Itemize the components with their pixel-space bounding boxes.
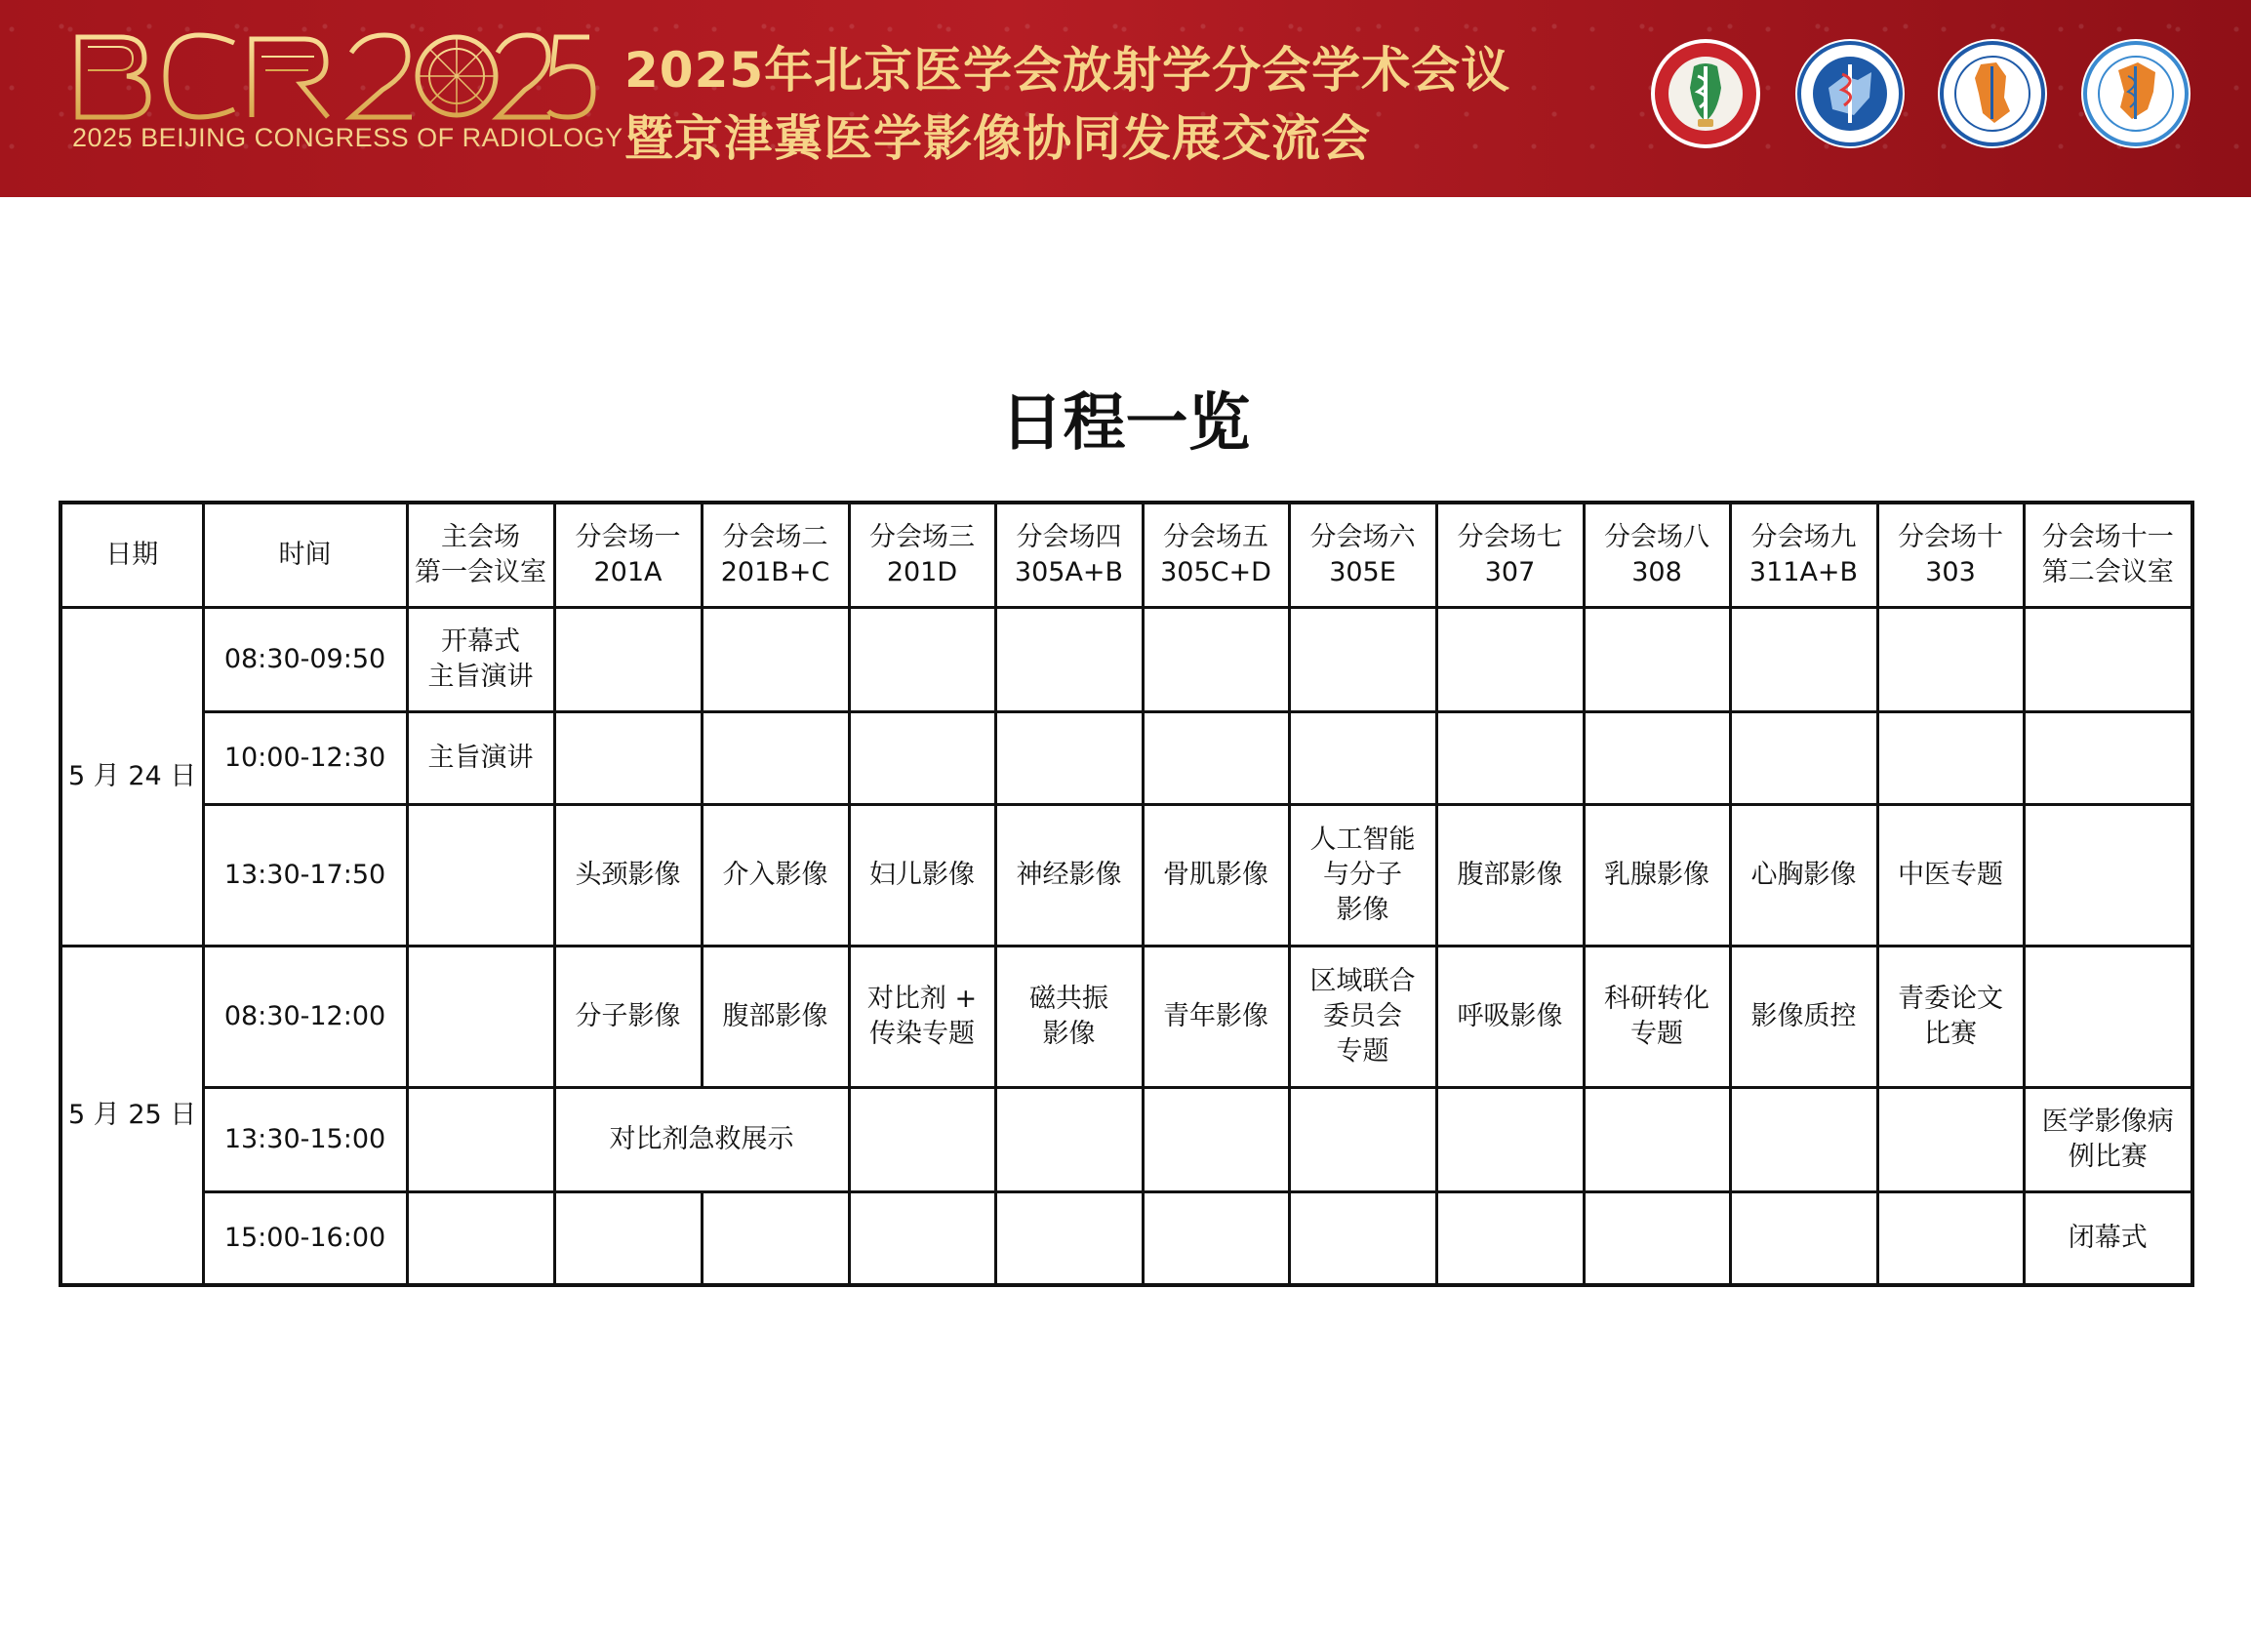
date-cell — [60, 608, 203, 947]
table-row — [60, 712, 2192, 805]
session-text: 比赛 — [1924, 1019, 1977, 1049]
empty-cell — [2024, 608, 2192, 712]
session-text: 对比剂急救展示 — [609, 1124, 794, 1154]
session-text: 传染专题 — [869, 1019, 975, 1049]
session-text: 专题 — [1630, 1019, 1683, 1049]
empty-cell — [1143, 1192, 1289, 1286]
header-venue-line: 201B+C — [720, 557, 830, 587]
empty-cell — [554, 608, 702, 712]
table-row — [60, 805, 2192, 947]
empty-cell — [1877, 1192, 2024, 1286]
header-venue — [849, 503, 995, 608]
empty-cell — [1436, 608, 1584, 712]
session-cell — [995, 805, 1143, 947]
header-venue-line: 305C+D — [1160, 557, 1271, 587]
session-cell — [1877, 805, 2024, 947]
time-cell: 13:30-17:50 — [203, 805, 407, 947]
session-text: 例比赛 — [2068, 1142, 2148, 1172]
session-cell — [1730, 947, 1877, 1088]
header-venue — [1289, 503, 1436, 608]
header-venue-line: 311A+B — [1749, 557, 1859, 587]
session-text: 头颈影像 — [575, 860, 681, 890]
time-cell: 08:30-12:00 — [203, 947, 407, 1088]
session-cell — [702, 947, 849, 1088]
session-text: 影像 — [1336, 895, 1389, 925]
session-text: 委员会 — [1323, 1001, 1402, 1031]
session-cell — [1877, 947, 2024, 1088]
empty-cell — [849, 712, 995, 805]
session-text: 呼吸影像 — [1457, 1001, 1563, 1031]
header-venue-line: 第一会议室 — [415, 557, 546, 587]
header-venue-line: 分会场六 — [1309, 522, 1416, 552]
empty-cell — [995, 712, 1143, 805]
brand-subtitle: 2025 BEIJING CONGRESS OF RADIOLOGY — [72, 123, 623, 152]
empty-cell — [995, 1192, 1143, 1286]
date-text: 5 月 25 日 — [68, 1100, 197, 1130]
empty-cell — [849, 1088, 995, 1192]
header-venue — [1143, 503, 1289, 608]
empty-cell — [702, 608, 849, 712]
header-venue-line: 分会场五 — [1163, 522, 1268, 552]
empty-cell — [995, 1088, 1143, 1192]
session-text: 开幕式 — [441, 626, 520, 657]
header-venue-line: 分会场九 — [1750, 522, 1857, 552]
header-venue — [1877, 503, 2024, 608]
empty-cell — [407, 947, 554, 1088]
session-cell — [1436, 805, 1584, 947]
empty-cell — [849, 1192, 995, 1286]
empty-cell — [702, 1192, 849, 1286]
time-cell: 15:00-16:00 — [203, 1192, 407, 1286]
session-text: 乳腺影像 — [1604, 860, 1709, 890]
session-text: 区域联合 — [1309, 966, 1416, 996]
beijing-society-of-radiology-logo — [1793, 37, 1907, 150]
empty-cell — [1436, 1192, 1584, 1286]
header-venue-line: 305E — [1329, 557, 1396, 587]
table-row — [60, 1088, 2192, 1192]
header-venue — [702, 503, 849, 608]
header-venue-line: 分会场七 — [1457, 522, 1563, 552]
time-cell: 08:30-09:50 — [203, 608, 407, 712]
banner-title-line-1: 2025年北京医学会放射学分会学术会议 — [624, 42, 1511, 99]
schedule-table — [59, 501, 2194, 1287]
header-venue-line: 第二会议室 — [2041, 557, 2174, 587]
session-text: 神经影像 — [1016, 860, 1122, 890]
session-text: 影像质控 — [1750, 1001, 1857, 1031]
header-venue-line: 305A+B — [1014, 557, 1124, 587]
header-venue-line: 201A — [593, 557, 663, 587]
session-cell — [1584, 947, 1730, 1088]
header-time: 时间 — [203, 503, 407, 608]
empty-cell — [1584, 1192, 1730, 1286]
empty-cell — [1584, 712, 1730, 805]
header-venue-line: 分会场二 — [722, 522, 828, 552]
header-venue — [1730, 503, 1877, 608]
session-cell — [407, 712, 554, 805]
empty-cell — [1877, 1088, 2024, 1192]
session-text: 妇儿影像 — [869, 860, 975, 890]
session-cell — [1436, 947, 1584, 1088]
session-cell — [849, 947, 995, 1088]
empty-cell — [1730, 1088, 1877, 1192]
session-cell — [1289, 805, 1436, 947]
bcr2025-wordmark-logo — [70, 27, 597, 123]
header-venue-line: 307 — [1484, 557, 1536, 587]
session-text: 专题 — [1336, 1036, 1389, 1067]
tianjin-medical-association-logo — [1936, 37, 2049, 150]
page-title: 日程一览 — [1000, 387, 1251, 460]
date-cell — [60, 947, 203, 1286]
session-cell — [995, 947, 1143, 1088]
session-cell — [554, 805, 702, 947]
session-text: 心胸影像 — [1750, 860, 1857, 890]
empty-cell — [1143, 712, 1289, 805]
empty-cell — [554, 712, 702, 805]
empty-cell — [849, 608, 995, 712]
empty-cell — [554, 1192, 702, 1286]
header-venue-line: 分会场十一 — [2041, 522, 2174, 552]
session-text: 主旨演讲 — [427, 662, 534, 692]
header-date: 日期 — [60, 503, 203, 608]
beijing-medical-association-logo — [1649, 37, 1762, 150]
header-venue — [1584, 503, 1730, 608]
header-venue-line: 主会场 — [441, 522, 520, 552]
session-cell — [554, 947, 702, 1088]
session-cell — [849, 805, 995, 947]
empty-cell — [995, 608, 1143, 712]
empty-cell — [702, 712, 849, 805]
session-cell — [1584, 805, 1730, 947]
empty-cell — [1584, 608, 1730, 712]
session-cell — [1730, 805, 1877, 947]
empty-cell — [2024, 805, 2192, 947]
header-venue — [407, 503, 554, 608]
session-text: 分子影像 — [575, 1001, 681, 1031]
hebei-medical-association-logo — [2079, 37, 2192, 150]
empty-cell — [407, 1192, 554, 1286]
empty-cell — [1143, 1088, 1289, 1192]
empty-cell — [1436, 1088, 1584, 1192]
session-cell — [407, 608, 554, 712]
empty-cell — [1730, 1192, 1877, 1286]
session-text: 中医专题 — [1898, 860, 2003, 890]
session-cell — [1143, 947, 1289, 1088]
time-cell: 13:30-15:00 — [203, 1088, 407, 1192]
header-venue — [2024, 503, 2192, 608]
header-venue — [554, 503, 702, 608]
header-venue-line: 308 — [1631, 557, 1682, 587]
table-row — [60, 1192, 2192, 1286]
session-cell — [2024, 1088, 2192, 1192]
header-venue-line: 201D — [886, 557, 958, 587]
empty-cell — [1877, 608, 2024, 712]
time-cell: 10:00-12:30 — [203, 712, 407, 805]
header-banner — [0, 0, 2251, 197]
header-venue — [995, 503, 1143, 608]
session-text: 医学影像病 — [2041, 1107, 2174, 1137]
session-text: 影像 — [1042, 1019, 1096, 1049]
session-text: 科研转化 — [1604, 984, 1709, 1014]
empty-cell — [1143, 608, 1289, 712]
session-text: 介入影像 — [722, 860, 828, 890]
session-cell — [702, 805, 849, 947]
empty-cell — [1289, 608, 1436, 712]
session-text: 闭幕式 — [2068, 1223, 2148, 1253]
empty-cell — [2024, 947, 2192, 1088]
session-text: 骨肌影像 — [1163, 860, 1268, 890]
session-text: 人工智能 — [1309, 825, 1416, 855]
session-text: 对比剂 + — [866, 984, 978, 1014]
header-venue-line: 303 — [1925, 557, 1976, 587]
empty-cell — [1730, 608, 1877, 712]
banner-title-line-2: 暨京津冀医学影像协同发展交流会 — [624, 110, 1371, 167]
empty-cell — [1289, 1192, 1436, 1286]
session-text: 腹部影像 — [722, 1001, 828, 1031]
empty-cell — [2024, 712, 2192, 805]
header-venue-line: 分会场四 — [1016, 522, 1122, 552]
table-row — [60, 608, 2192, 712]
date-text: 5 月 24 日 — [68, 761, 197, 791]
header-venue-line: 分会场一 — [575, 522, 681, 552]
session-text: 青年影像 — [1163, 1001, 1268, 1031]
table-row — [60, 947, 2192, 1088]
empty-cell — [407, 1088, 554, 1192]
session-cell — [1289, 947, 1436, 1088]
empty-cell — [1877, 712, 2024, 805]
session-cell — [2024, 1192, 2192, 1286]
session-text: 主旨演讲 — [427, 743, 534, 773]
empty-cell — [1289, 712, 1436, 805]
session-text: 磁共振 — [1029, 984, 1108, 1014]
session-cell — [554, 1088, 849, 1192]
empty-cell — [1584, 1088, 1730, 1192]
empty-cell — [1436, 712, 1584, 805]
header-venue — [1436, 503, 1584, 608]
table-header-row — [60, 503, 2192, 608]
header-venue-line: 分会场十 — [1898, 522, 2003, 552]
session-text: 腹部影像 — [1457, 860, 1563, 890]
session-cell — [1143, 805, 1289, 947]
empty-cell — [1289, 1088, 1436, 1192]
empty-cell — [407, 805, 554, 947]
header-venue-line: 分会场三 — [869, 522, 975, 552]
session-text: 青委论文 — [1898, 984, 2003, 1014]
session-text: 与分子 — [1323, 860, 1402, 890]
header-venue-line: 分会场八 — [1604, 522, 1709, 552]
empty-cell — [1730, 712, 1877, 805]
